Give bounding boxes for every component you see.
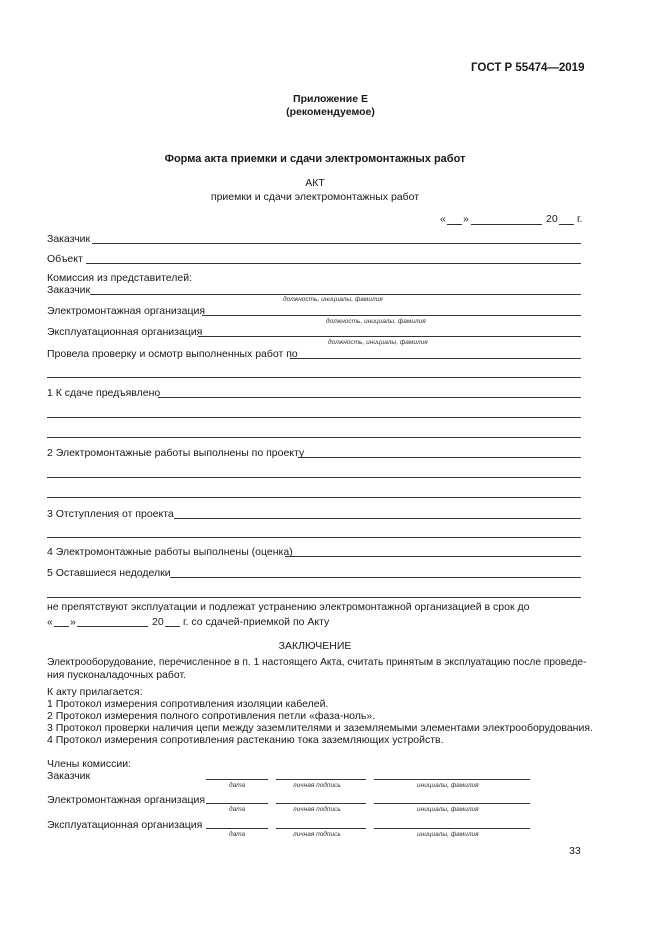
signature-role: Заказчик <box>47 770 91 782</box>
signature-sign-field[interactable] <box>276 828 366 829</box>
customer-field[interactable] <box>92 243 581 244</box>
signature-name-field[interactable] <box>374 803 530 804</box>
item2-label: 2 Электромонтажные работы выполнены по проекту <box>47 447 305 459</box>
deadline-month-field[interactable] <box>77 626 148 627</box>
caption-date: дата <box>229 782 246 789</box>
item2-field-3[interactable] <box>47 497 581 498</box>
attachment-item: 2 Протокол измерения полного сопротивления петли «фаза-ноль». <box>47 710 376 722</box>
item3-field-2[interactable] <box>47 537 581 538</box>
caption-position-3: должность, инициалы, фамилия <box>328 339 428 346</box>
caption-date: дата <box>229 831 246 838</box>
appendix-title: Приложение Е <box>293 93 368 105</box>
item1-field-2[interactable] <box>47 417 581 418</box>
deadline-year-prefix: 20 <box>152 616 164 628</box>
caption-name: инициалы, фамилия <box>417 782 479 789</box>
page-number: 33 <box>569 845 581 857</box>
caption-name: инициалы, фамилия <box>417 831 479 838</box>
signatures-heading: Члены комиссии: <box>47 758 132 770</box>
date-suffix: г. <box>577 213 583 225</box>
date-open-quote: « <box>440 213 446 225</box>
deadline-text: не препятствуют эксплуатации и подлежат устранению электромонтажной организацией в срок до <box>47 601 530 613</box>
attachment-item: 4 Протокол измерения сопротивления растеканию тока заземляющих устройств. <box>47 734 444 746</box>
signature-name-field[interactable] <box>374 828 530 829</box>
caption-name: инициалы, фамилия <box>417 806 479 813</box>
item1-field-3[interactable] <box>47 437 581 438</box>
deadline-year-field[interactable] <box>165 626 180 627</box>
electro-org-label: Электромонтажная организация <box>47 305 206 317</box>
date-month-field[interactable] <box>471 224 542 225</box>
item3-label: 3 Отступления от проекта <box>47 508 174 520</box>
conclusion-line1: Электрооборудование, перечисленное в п. 1 настоящего Акта, считать принятым в эксплуатацию после проведе- <box>47 657 587 668</box>
deadline-day-field[interactable] <box>54 626 69 627</box>
signature-sign-field[interactable] <box>276 779 366 780</box>
item5-field-2[interactable] <box>47 597 581 598</box>
commission-label: Комиссия из представителей: <box>47 272 193 284</box>
signature-sign-field[interactable] <box>276 803 366 804</box>
date-year-prefix: 20 <box>546 213 558 225</box>
inspection-label: Провела проверку и осмотр выполненных работ по <box>47 348 298 360</box>
caption-sign: личная подпись <box>293 806 341 813</box>
act-title: АКТ <box>305 177 325 189</box>
act-subtitle: приемки и сдачи электромонтажных работ <box>210 191 420 203</box>
form-title: Форма акта приемки и сдачи электромонтажных работ <box>164 153 466 165</box>
deadline-open-quote: « <box>47 616 53 628</box>
standard-code: ГОСТ Р 55474—2019 <box>471 62 585 74</box>
item1-field[interactable] <box>158 397 581 398</box>
signature-role: Электромонтажная организация <box>47 794 206 806</box>
attachment-item: 1 Протокол измерения сопротивления изоляции кабелей. <box>47 698 329 710</box>
date-year-field[interactable] <box>559 224 574 225</box>
item4-field[interactable] <box>285 556 581 557</box>
item5-label: 5 Оставшиеся недоделки <box>47 567 171 579</box>
signature-date-field[interactable] <box>206 779 268 780</box>
date-close-quote: » <box>463 213 469 225</box>
caption-position-1: должность, инициалы, фамилия <box>283 296 383 303</box>
commission-customer-label: Заказчик <box>47 284 91 296</box>
deadline-tail: г. со сдачей-приемкой по Акту <box>183 616 330 628</box>
inspection-field[interactable] <box>290 358 581 359</box>
signature-date-field[interactable] <box>206 828 268 829</box>
item3-field[interactable] <box>174 518 581 519</box>
signature-name-field[interactable] <box>374 779 530 780</box>
conclusion-title: ЗАКЛЮЧЕНИЕ <box>278 640 352 652</box>
item2-field[interactable] <box>298 457 581 458</box>
item1-label: 1 К сдаче предъявлено <box>47 387 161 399</box>
caption-sign: личная подпись <box>293 831 341 838</box>
electro-org-field[interactable] <box>202 315 581 316</box>
operation-org-label: Эксплуатационная организация <box>47 326 203 338</box>
commission-customer-field[interactable] <box>90 294 581 295</box>
date-day-field[interactable] <box>447 224 462 225</box>
conclusion-line2: ния пусконаладочных работ. <box>47 669 187 681</box>
caption-position-2: должность, инициалы, фамилия <box>326 318 426 325</box>
signature-role: Эксплуатационная организация <box>47 819 203 831</box>
item2-field-2[interactable] <box>47 477 581 478</box>
deadline-close-quote: » <box>70 616 76 628</box>
object-label: Объект <box>47 253 83 265</box>
operation-org-field[interactable] <box>198 336 581 337</box>
caption-date: дата <box>229 806 246 813</box>
attachment-item: 3 Протокол проверки наличия цепи между заземлителями и заземляемыми элементами электрооборудования. <box>47 722 593 734</box>
appendix-note: (рекомендуемое) <box>286 106 375 118</box>
attachments-heading: К акту прилагается: <box>47 686 143 698</box>
customer-label: Заказчик <box>47 233 91 245</box>
object-field[interactable] <box>86 263 581 264</box>
caption-sign: личная подпись <box>293 782 341 789</box>
inspection-field-2[interactable] <box>47 377 581 378</box>
item5-field[interactable] <box>170 577 581 578</box>
signature-date-field[interactable] <box>206 803 268 804</box>
item4-label: 4 Электромонтажные работы выполнены (оценка) <box>47 546 293 558</box>
